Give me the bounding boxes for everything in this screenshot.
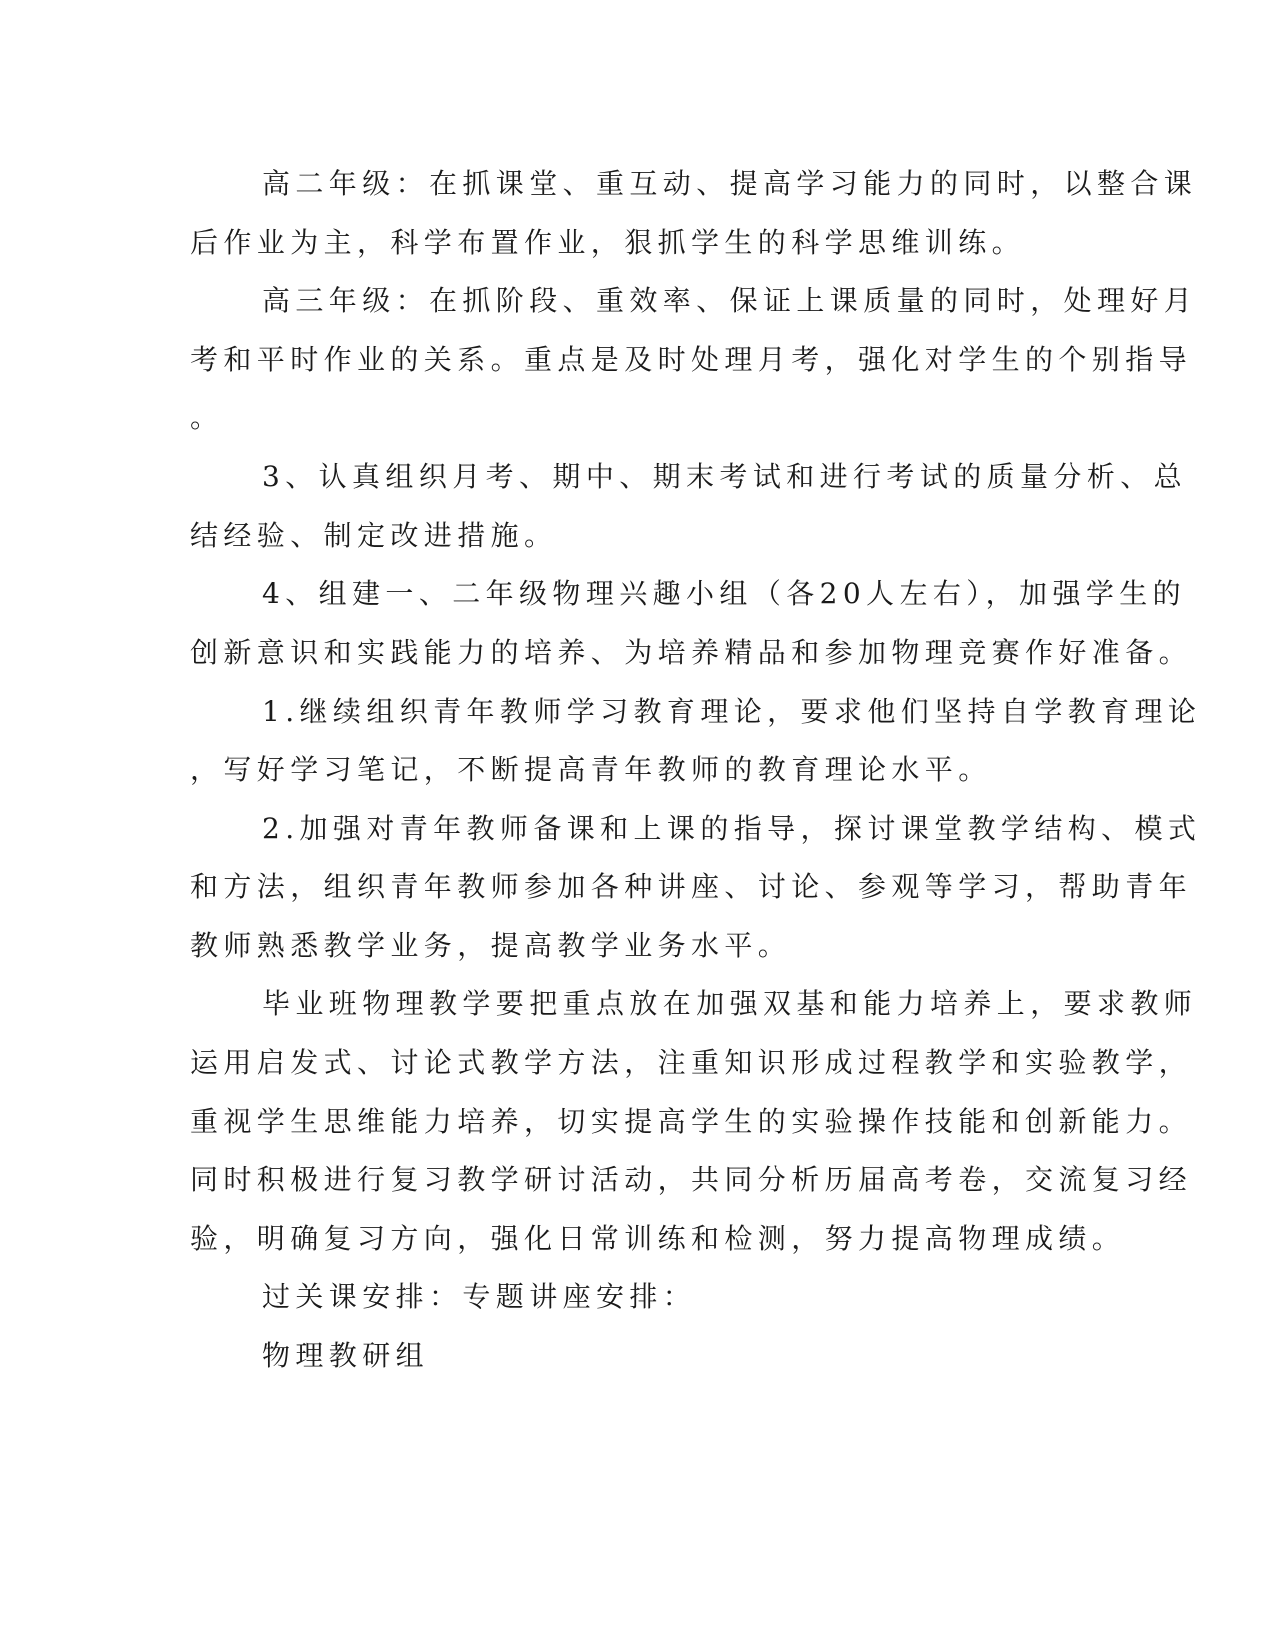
- paragraph-line: 。: [190, 401, 224, 434]
- paragraph-line: 高三年级：在抓阶段、重效率、保证上课质量的同时，处理好月: [262, 284, 1198, 317]
- paragraph-line: 高二年级：在抓课堂、重互动、提高学习能力的同时，以整合课: [262, 167, 1198, 200]
- paragraph-line: 2.加强对青年教师备课和上课的指导，探讨课堂教学结构、模式: [262, 812, 1202, 845]
- paragraph-line: 教师熟悉教学业务，提高教学业务水平。: [190, 929, 792, 962]
- paragraph-line: 过关课安排：专题讲座安排：: [262, 1280, 697, 1313]
- paragraph-line: 3、认真组织月考、期中、期末考试和进行考试的质量分析、总: [262, 460, 1188, 493]
- paragraph-line: 同时积极进行复习教学研讨活动，共同分析历届高考卷，交流复习经: [190, 1163, 1193, 1196]
- paragraph-line: 重视学生思维能力培养，切实提高学生的实验操作技能和创新能力。: [190, 1105, 1193, 1138]
- paragraph-line: 1.继续组织青年教师学习教育理论，要求他们坚持自学教育理论: [262, 695, 1202, 728]
- paragraph-line: 运用启发式、讨论式教学方法，注重知识形成过程教学和实验教学，: [190, 1046, 1193, 1079]
- paragraph-line: ，写好学习笔记，不断提高青年教师的教育理论水平。: [190, 753, 992, 786]
- paragraph-line: 创新意识和实践能力的培养、为培养精品和参加物理竞赛作好准备。: [190, 636, 1193, 669]
- paragraph-line: 后作业为主，科学布置作业，狠抓学生的科学思维训练。: [190, 226, 1026, 259]
- paragraph-line: 4、组建一、二年级物理兴趣小组（各20人左右），加强学生的: [262, 577, 1187, 610]
- paragraph-line: 验，明确复习方向，强化日常训练和检测，努力提高物理成绩。: [190, 1222, 1126, 1255]
- paragraph-line: 毕业班物理教学要把重点放在加强双基和能力培养上，要求教师: [262, 987, 1198, 1020]
- paragraph-line: 考和平时作业的关系。重点是及时处理月考，强化对学生的个别指导: [190, 343, 1193, 376]
- paragraph-line: 和方法，组织青年教师参加各种讲座、讨论、参观等学习，帮助青年: [190, 870, 1193, 903]
- paragraph-line: 结经验、制定改进措施。: [190, 519, 558, 552]
- signature-line: 物理教研组: [262, 1339, 430, 1372]
